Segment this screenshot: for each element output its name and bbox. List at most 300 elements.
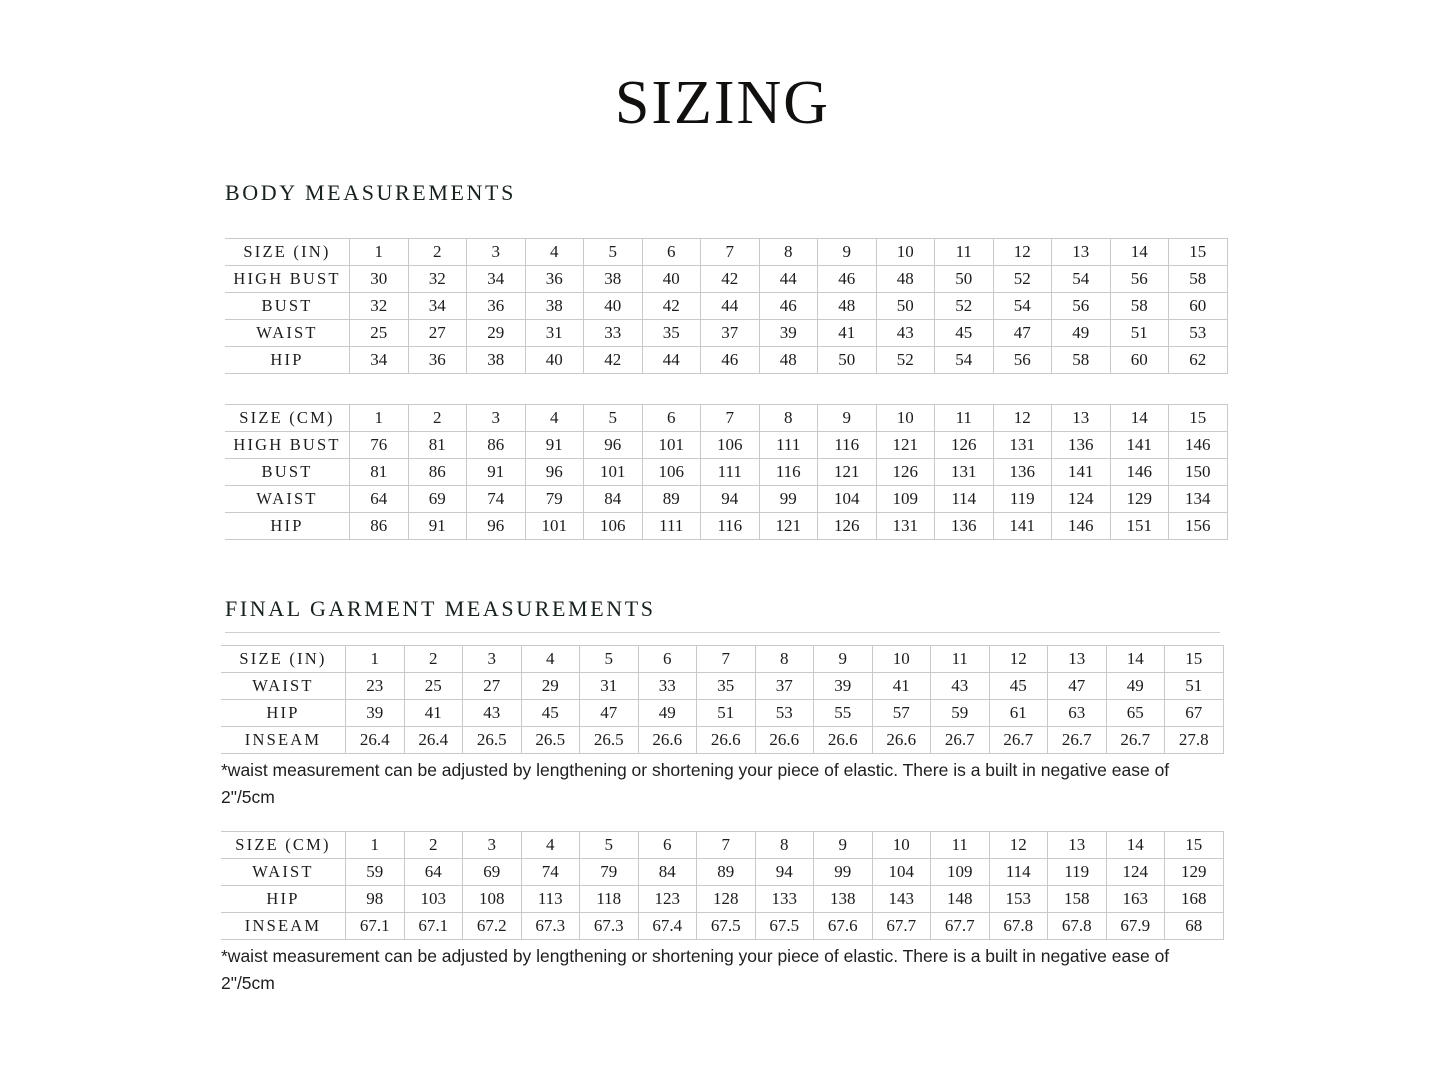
table-header-size: SIZE (IN) (225, 239, 350, 266)
table-cell: 29 (467, 320, 526, 347)
table-cell: 99 (814, 859, 873, 886)
table-cell: 96 (525, 459, 584, 486)
table-cell: 138 (814, 886, 873, 913)
table-cell: 141 (1110, 432, 1169, 459)
table-cell: 67.7 (872, 913, 931, 940)
table-cell: 131 (876, 513, 935, 540)
table-cell: 81 (350, 459, 409, 486)
table-cell: 53 (1169, 320, 1228, 347)
table-cell: 67.8 (1048, 913, 1107, 940)
table-cell: 131 (993, 432, 1052, 459)
table-cell: 114 (989, 859, 1048, 886)
table-cell: 51 (1110, 320, 1169, 347)
table-cell: 51 (697, 700, 756, 727)
table-header-cell: 13 (1048, 832, 1107, 859)
table-row (221, 913, 1223, 940)
table-cell: 126 (935, 432, 994, 459)
table-cell: 59 (931, 700, 990, 727)
table-cell: 58 (1052, 347, 1111, 374)
table-row-label: HIGH BUST (225, 266, 350, 293)
table-cell: 40 (642, 266, 701, 293)
table-cell: 67.8 (989, 913, 1048, 940)
table-cell: 143 (872, 886, 931, 913)
table-cell: 146 (1169, 432, 1228, 459)
table-cell: 26.7 (989, 727, 1048, 754)
table-header-cell: 10 (876, 239, 935, 266)
table-cell: 64 (404, 859, 463, 886)
table-cell: 76 (350, 432, 409, 459)
table-cell: 50 (935, 266, 994, 293)
table-header-cell: 1 (350, 405, 409, 432)
table-cell: 103 (404, 886, 463, 913)
table-cell: 67.3 (580, 913, 639, 940)
table-cell: 119 (1048, 859, 1107, 886)
table-header-cell: 5 (584, 239, 643, 266)
table-cell: 45 (935, 320, 994, 347)
table-header-cell: 6 (642, 239, 701, 266)
table-header-cell: 5 (580, 832, 639, 859)
table-cell: 45 (989, 673, 1048, 700)
table-cell: 91 (525, 432, 584, 459)
table-cell: 31 (525, 320, 584, 347)
table-cell: 36 (467, 293, 526, 320)
table-cell: 33 (638, 673, 697, 700)
table-header-cell: 8 (755, 646, 814, 673)
table-cell: 54 (1052, 266, 1111, 293)
table-cell: 50 (876, 293, 935, 320)
table-header-cell: 2 (404, 832, 463, 859)
table-cell: 38 (467, 347, 526, 374)
table-header-cell: 15 (1165, 832, 1224, 859)
table-cell: 48 (876, 266, 935, 293)
table-row (225, 266, 1227, 293)
table-header-cell: 7 (701, 405, 760, 432)
table-cell: 51 (1165, 673, 1224, 700)
table-row (221, 886, 1223, 913)
table-cell: 50 (818, 347, 877, 374)
table-header-cell: 7 (697, 832, 756, 859)
table-cell: 57 (872, 700, 931, 727)
table-cell: 109 (931, 859, 990, 886)
page-title: SIZING (614, 69, 831, 137)
table-cell: 26.7 (1048, 727, 1107, 754)
table-cell: 118 (580, 886, 639, 913)
table-cell: 60 (1169, 293, 1228, 320)
table-cell: 126 (818, 513, 877, 540)
table-cell: 163 (1106, 886, 1165, 913)
table-header-cell: 7 (697, 646, 756, 673)
table-cell: 26.5 (463, 727, 522, 754)
table-cell: 60 (1110, 347, 1169, 374)
table-cell: 32 (408, 266, 467, 293)
table-cell: 35 (642, 320, 701, 347)
table-header-cell: 9 (814, 832, 873, 859)
table-cell: 59 (346, 859, 405, 886)
table-cell: 27 (408, 320, 467, 347)
table-cell: 38 (584, 266, 643, 293)
table-header-cell: 9 (818, 405, 877, 432)
table-header-cell: 9 (818, 239, 877, 266)
table-cell: 136 (1052, 432, 1111, 459)
table-cell: 26.4 (346, 727, 405, 754)
table-header-cell: 10 (872, 832, 931, 859)
table-cell: 42 (701, 266, 760, 293)
table-header-cell: 8 (759, 239, 818, 266)
table-header-cell: 4 (521, 646, 580, 673)
table-cell: 41 (872, 673, 931, 700)
table-cell: 136 (935, 513, 994, 540)
table-cell: 43 (876, 320, 935, 347)
table-header-cell: 6 (638, 646, 697, 673)
table-cell: 27 (463, 673, 522, 700)
table-header-cell: 12 (989, 832, 1048, 859)
table-cell: 58 (1169, 266, 1228, 293)
table-header-row (221, 832, 1223, 859)
table-row-label: HIGH BUST (225, 432, 350, 459)
table-row (225, 459, 1227, 486)
table-header-cell: 14 (1106, 832, 1165, 859)
table-row-label: HIP (221, 700, 346, 727)
table-row-label: HIP (225, 347, 350, 374)
measurement-table (221, 645, 1224, 754)
table-cell: 108 (463, 886, 522, 913)
table-cell: 58 (1110, 293, 1169, 320)
table-row-label: WAIST (221, 859, 346, 886)
table-cell: 36 (525, 266, 584, 293)
table-cell: 74 (467, 486, 526, 513)
section-heading-final-garment-measurements: FINAL GARMENT MEASUREMENTS (225, 596, 656, 621)
table-cell: 42 (584, 347, 643, 374)
table-cell: 67 (1165, 700, 1224, 727)
table-cell: 99 (759, 486, 818, 513)
table-header-cell: 11 (935, 405, 994, 432)
table-header-cell: 15 (1169, 405, 1228, 432)
table-cell: 96 (584, 432, 643, 459)
table-cell: 48 (759, 347, 818, 374)
table-cell: 39 (814, 673, 873, 700)
table-cell: 26.6 (872, 727, 931, 754)
table-cell: 67.2 (463, 913, 522, 940)
table-cell: 37 (755, 673, 814, 700)
table-cell: 94 (701, 486, 760, 513)
table-header-cell: 13 (1052, 405, 1111, 432)
table-cell: 150 (1169, 459, 1228, 486)
table-cell: 29 (521, 673, 580, 700)
table-cell: 79 (525, 486, 584, 513)
table-header-cell: 2 (408, 405, 467, 432)
table-cell: 67.5 (697, 913, 756, 940)
table-cell: 153 (989, 886, 1048, 913)
table-header-size: SIZE (IN) (221, 646, 346, 673)
table-cell: 128 (697, 886, 756, 913)
table-row (221, 700, 1223, 727)
table-cell: 48 (818, 293, 877, 320)
measurement-table (225, 238, 1228, 374)
table-cell: 37 (701, 320, 760, 347)
table-row-label: BUST (225, 459, 350, 486)
table-cell: 46 (818, 266, 877, 293)
table-cell: 33 (584, 320, 643, 347)
table-cell: 40 (584, 293, 643, 320)
table-cell: 47 (1048, 673, 1107, 700)
table-cell: 124 (1106, 859, 1165, 886)
table-cell: 56 (993, 347, 1052, 374)
table-cell: 52 (876, 347, 935, 374)
table-cell: 25 (404, 673, 463, 700)
table-header-size: SIZE (CM) (225, 405, 350, 432)
table-cell: 113 (521, 886, 580, 913)
table-header-cell: 15 (1169, 239, 1228, 266)
table-cell: 46 (701, 347, 760, 374)
table-cell: 124 (1052, 486, 1111, 513)
table-row (225, 293, 1227, 320)
table-cell: 67.6 (814, 913, 873, 940)
table-cell: 43 (931, 673, 990, 700)
table-cell: 26.5 (521, 727, 580, 754)
table-header-cell: 1 (350, 239, 409, 266)
table-cell: 52 (993, 266, 1052, 293)
table-cell: 148 (931, 886, 990, 913)
table-header-cell: 1 (346, 646, 405, 673)
table-row-label: HIP (221, 886, 346, 913)
table-cell: 26.4 (404, 727, 463, 754)
table-header-cell: 3 (463, 832, 522, 859)
table-cell: 111 (759, 432, 818, 459)
table-header-cell: 4 (525, 239, 584, 266)
table-cell: 39 (759, 320, 818, 347)
table-cell: 44 (701, 293, 760, 320)
table-header-cell: 11 (931, 646, 990, 673)
table-cell: 56 (1052, 293, 1111, 320)
table-header-cell: 3 (467, 405, 526, 432)
measurement-table (225, 404, 1228, 540)
table-cell: 131 (935, 459, 994, 486)
table-header-cell: 3 (463, 646, 522, 673)
table-header-row (225, 239, 1227, 266)
note-elastic-inches: *waist measurement can be adjusted by lengthening or shortening your piece of elastic. There is a built in negative ease of 2"/5cm (221, 760, 1170, 808)
table-row-label: HIP (225, 513, 350, 540)
table-cell: 69 (408, 486, 467, 513)
table-cell: 26.7 (931, 727, 990, 754)
table-header-cell: 6 (638, 832, 697, 859)
table-cell: 89 (697, 859, 756, 886)
table-header-cell: 4 (525, 405, 584, 432)
table-cell: 35 (697, 673, 756, 700)
table-cell: 116 (818, 432, 877, 459)
table-row (225, 513, 1227, 540)
table-cell: 141 (993, 513, 1052, 540)
table-cell: 34 (408, 293, 467, 320)
table-header-cell: 15 (1165, 646, 1224, 673)
table-cell: 26.5 (580, 727, 639, 754)
table-header-cell: 12 (993, 405, 1052, 432)
table-header-cell: 13 (1052, 239, 1111, 266)
table-cell: 30 (350, 266, 409, 293)
table-cell: 44 (759, 266, 818, 293)
table-header-cell: 8 (755, 832, 814, 859)
table-header-cell: 8 (759, 405, 818, 432)
table-cell: 121 (759, 513, 818, 540)
table-row-label: INSEAM (221, 727, 346, 754)
table-header-cell: 5 (580, 646, 639, 673)
table-row (221, 859, 1223, 886)
table-header-cell: 12 (989, 646, 1048, 673)
table-row (225, 347, 1227, 374)
table-cell: 68 (1165, 913, 1224, 940)
table-cell: 158 (1048, 886, 1107, 913)
table-body-measurements-inches (225, 238, 1228, 374)
table-header-row (221, 646, 1223, 673)
table-cell: 45 (521, 700, 580, 727)
table-cell: 38 (525, 293, 584, 320)
table-cell: 25 (350, 320, 409, 347)
table-cell: 54 (935, 347, 994, 374)
table-cell: 123 (638, 886, 697, 913)
table-row-label: WAIST (221, 673, 346, 700)
table-cell: 26.6 (638, 727, 697, 754)
table-header-cell: 9 (814, 646, 873, 673)
table-cell: 41 (404, 700, 463, 727)
table-cell: 106 (584, 513, 643, 540)
table-header-cell: 7 (701, 239, 760, 266)
table-final-garment-inches (221, 645, 1224, 754)
table-cell: 49 (1052, 320, 1111, 347)
table-cell: 46 (759, 293, 818, 320)
table-cell: 53 (755, 700, 814, 727)
table-cell: 156 (1169, 513, 1228, 540)
table-header-cell: 14 (1110, 405, 1169, 432)
table-cell: 168 (1165, 886, 1224, 913)
table-cell: 151 (1110, 513, 1169, 540)
table-cell: 119 (993, 486, 1052, 513)
table-cell: 79 (580, 859, 639, 886)
table-cell: 40 (525, 347, 584, 374)
table-cell: 32 (350, 293, 409, 320)
table-header-cell: 10 (872, 646, 931, 673)
table-cell: 26.7 (1106, 727, 1165, 754)
table-cell: 67.9 (1106, 913, 1165, 940)
table-cell: 96 (467, 513, 526, 540)
section-heading-body-measurements: BODY MEASUREMENTS (225, 180, 516, 205)
table-header-cell: 3 (467, 239, 526, 266)
table-row (225, 432, 1227, 459)
table-cell: 41 (818, 320, 877, 347)
table-cell: 146 (1110, 459, 1169, 486)
table-cell: 67.1 (404, 913, 463, 940)
table-cell: 26.6 (814, 727, 873, 754)
table-cell: 106 (701, 432, 760, 459)
table-cell: 146 (1052, 513, 1111, 540)
table-cell: 94 (755, 859, 814, 886)
table-row-label: WAIST (225, 486, 350, 513)
table-cell: 34 (350, 347, 409, 374)
table-cell: 67.4 (638, 913, 697, 940)
table-body-measurements-cm (225, 404, 1228, 540)
table-cell: 136 (993, 459, 1052, 486)
measurement-table (221, 831, 1224, 940)
table-header-cell: 11 (931, 832, 990, 859)
table-header-cell: 12 (993, 239, 1052, 266)
table-header-cell: 11 (935, 239, 994, 266)
table-header-cell: 6 (642, 405, 701, 432)
table-cell: 133 (755, 886, 814, 913)
table-row-label: WAIST (225, 320, 350, 347)
table-header-cell: 13 (1048, 646, 1107, 673)
table-header-cell: 14 (1106, 646, 1165, 673)
table-row-label: BUST (225, 293, 350, 320)
table-header-row (225, 405, 1227, 432)
table-header-size: SIZE (CM) (221, 832, 346, 859)
table-cell: 116 (701, 513, 760, 540)
table-header-cell: 5 (584, 405, 643, 432)
table-cell: 39 (346, 700, 405, 727)
table-cell: 67.3 (521, 913, 580, 940)
table-cell: 141 (1052, 459, 1111, 486)
table-header-cell: 1 (346, 832, 405, 859)
table-cell: 116 (759, 459, 818, 486)
table-cell: 86 (467, 432, 526, 459)
table-cell: 101 (642, 432, 701, 459)
table-row (225, 486, 1227, 513)
table-cell: 61 (989, 700, 1048, 727)
table-cell: 63 (1048, 700, 1107, 727)
table-cell: 91 (467, 459, 526, 486)
table-cell: 101 (584, 459, 643, 486)
table-cell: 36 (408, 347, 467, 374)
table-cell: 62 (1169, 347, 1228, 374)
table-cell: 121 (876, 432, 935, 459)
table-cell: 49 (638, 700, 697, 727)
table-cell: 43 (463, 700, 522, 727)
table-cell: 104 (818, 486, 877, 513)
table-cell: 56 (1110, 266, 1169, 293)
table-header-cell: 2 (404, 646, 463, 673)
table-cell: 98 (346, 886, 405, 913)
table-header-cell: 4 (521, 832, 580, 859)
table-cell: 67.5 (755, 913, 814, 940)
table-cell: 104 (872, 859, 931, 886)
note-elastic-cm: *waist measurement can be adjusted by lengthening or shortening your piece of elastic. There is a built in negative ease of 2"/5cm (221, 946, 1170, 994)
table-cell: 47 (580, 700, 639, 727)
table-cell: 27.8 (1165, 727, 1224, 754)
table-final-garment-cm (221, 831, 1224, 940)
table-row (221, 673, 1223, 700)
table-cell: 86 (408, 459, 467, 486)
table-cell: 101 (525, 513, 584, 540)
table-cell: 74 (521, 859, 580, 886)
table-row (221, 727, 1223, 754)
table-header-cell: 2 (408, 239, 467, 266)
table-cell: 47 (993, 320, 1052, 347)
table-cell: 91 (408, 513, 467, 540)
table-cell: 65 (1106, 700, 1165, 727)
table-cell: 114 (935, 486, 994, 513)
table-cell: 54 (993, 293, 1052, 320)
table-cell: 49 (1106, 673, 1165, 700)
table-header-cell: 10 (876, 405, 935, 432)
table-cell: 26.6 (755, 727, 814, 754)
table-row (225, 320, 1227, 347)
table-cell: 134 (1169, 486, 1228, 513)
table-cell: 67.7 (931, 913, 990, 940)
table-cell: 64 (350, 486, 409, 513)
table-cell: 34 (467, 266, 526, 293)
table-header-cell: 14 (1110, 239, 1169, 266)
table-cell: 52 (935, 293, 994, 320)
table-cell: 86 (350, 513, 409, 540)
table-cell: 26.6 (697, 727, 756, 754)
table-cell: 31 (580, 673, 639, 700)
